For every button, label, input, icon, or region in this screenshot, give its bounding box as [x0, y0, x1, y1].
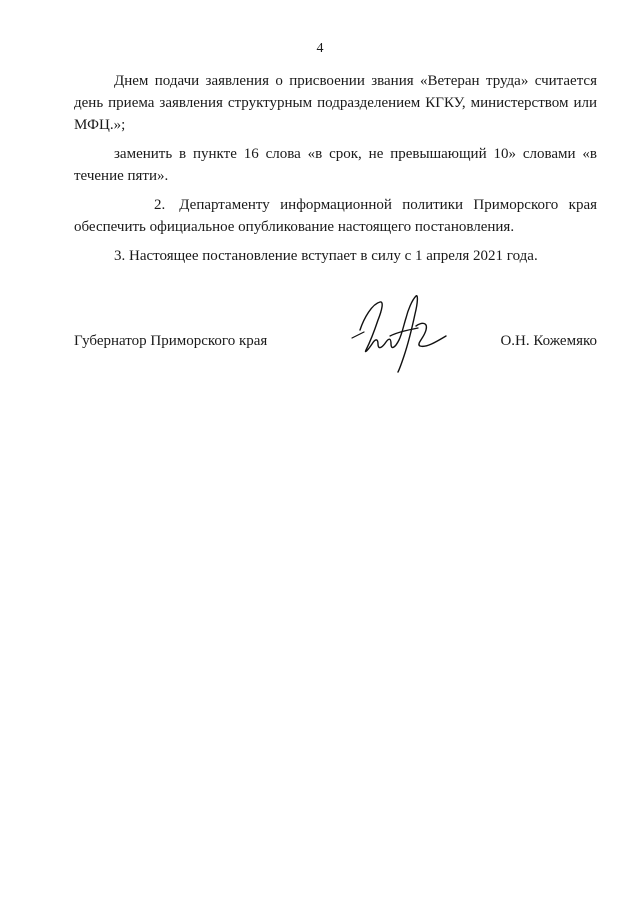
document-body [74, 70, 597, 267]
signer-position: Губернатор Приморского края [74, 333, 268, 349]
paragraph-number: 2. [154, 197, 166, 213]
paragraph-amend-point-16: заменить в пункте 16 слова «в срок, не превышающий 10» словами «в течение пяти». [74, 146, 597, 184]
signature-block [74, 290, 597, 380]
paragraph-application-day: Днем подачи заявления о присвоении звания «Ветеран труда» считается день приема заявления структурным подразделением КГКУ, министерством или МФЦ.»; [74, 73, 597, 133]
signer-name: О.Н. Кожемяко [500, 333, 597, 349]
page-number: 4 [316, 41, 324, 56]
paragraph-publication-order [74, 194, 597, 238]
paragraph-effective-date: 3. Настоящее постановление вступает в силу с 1 апреля 2021 года. [114, 248, 538, 264]
handwritten-signature [342, 290, 452, 375]
paragraph-publication-text: Департаменту информационной политики Приморского края обеспечить официальное опубликование настоящего постановления. [74, 197, 597, 235]
